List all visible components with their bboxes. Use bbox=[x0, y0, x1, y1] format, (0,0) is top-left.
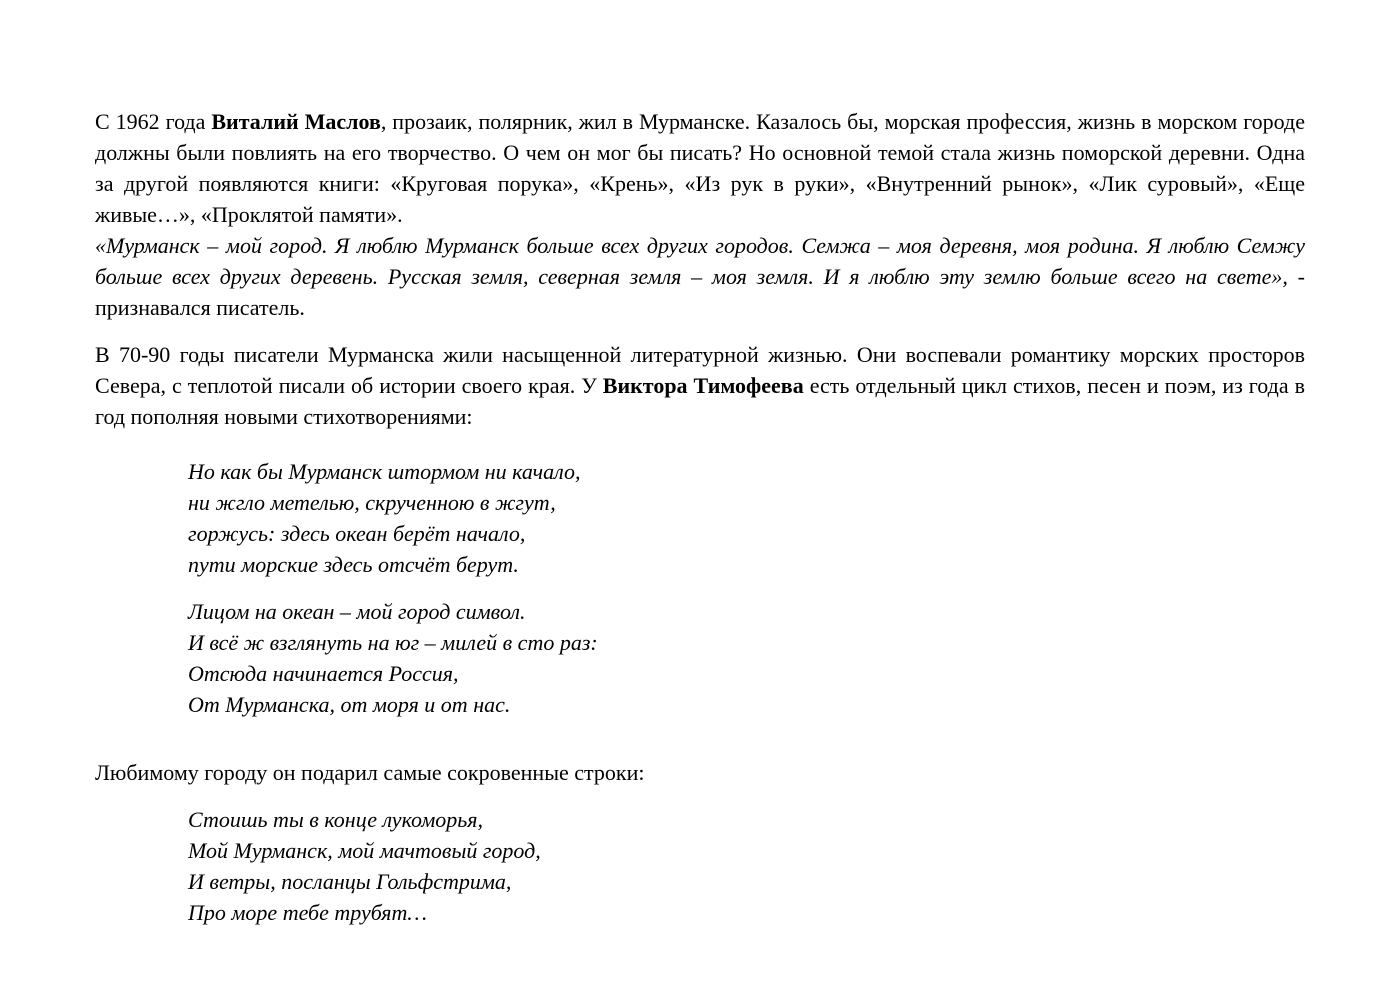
poem-line: Мой Мурманск, мой мачтовый город, bbox=[188, 838, 541, 863]
poem-line: горжусь: здесь океан берёт начало, bbox=[188, 521, 526, 546]
maslov-quote: «Мурманск – мой город. Я люблю Мурманск больше всех других городов. Семжа – моя деревня, моя родина. Я люблю Семжу больше всех других деревень. Русская земля, северная земля – моя земля. И я люблю эту землю больше всего на свете», bbox=[95, 233, 1305, 289]
poem-line: Лицом на океан – мой город символ. bbox=[188, 599, 526, 624]
poem-timofeev-stanza-2 bbox=[188, 596, 1305, 720]
paragraph-timofeev-body: есть отдельный цикл стихов, песен и поэм, из года в год пополняя новыми стихотворениями: bbox=[95, 373, 1306, 429]
author-name-timofeev: Виктора Тимофеева bbox=[602, 373, 804, 398]
author-name-maslov: Виталий Маслов bbox=[211, 109, 381, 134]
poem-line: И ветры, посланцы Гольфстрима, bbox=[188, 869, 512, 894]
document-page bbox=[95, 106, 1305, 928]
poem-line: И всё ж взглянуть на юг – милей в сто раз: bbox=[188, 630, 598, 655]
paragraph-intro-poem-2: Любимому городу он подарил самые сокровенные строки: bbox=[95, 760, 645, 785]
paragraph-timofeev bbox=[95, 339, 1305, 432]
paragraph-quote bbox=[95, 230, 1305, 323]
paragraph-maslov-body: , прозаик, полярник, жил в Мурманске. Казалось бы, морская профессия, жизнь в морском городе должны были повлиять на его творчество. О чем он мог бы писать? Но основной темой стала жизнь поморской деревни. Одна за другой появляются книги: «Круговая порука», «Крень», «Из рук в руки», «Внутренний рынок», «Лик суровый», «Еще живые…», «Проклятой памяти». bbox=[95, 109, 1305, 227]
poem-line: ни жгло метелью, скрученною в жгут, bbox=[188, 490, 556, 515]
poem-line: Отсюда начинается Россия, bbox=[188, 661, 459, 686]
poem-line: Стоишь ты в конце лукоморья, bbox=[188, 807, 483, 832]
poem-line: Но как бы Мурманск штормом ни качало, bbox=[188, 459, 581, 484]
quote-attribution: - признавался писатель. bbox=[95, 264, 1306, 320]
poem-line: Про море тебе трубят… bbox=[188, 900, 427, 925]
poem-timofeev-stanza-1 bbox=[188, 456, 1305, 580]
paragraph-maslov bbox=[95, 106, 1305, 230]
poem-line: пути морские здесь отсчёт берут. bbox=[188, 552, 519, 577]
poem-murmansk bbox=[188, 804, 1305, 928]
paragraph-timofeev-intro: В 70-90 годы писатели Мурманска жили насыщенной литературной жизнью. Они воспевали романтику морских просторов Севера, с теплотой писали об истории своего края. У bbox=[95, 342, 1305, 398]
paragraph-maslov-intro: С 1962 года bbox=[95, 109, 212, 134]
poem-line: От Мурманска, от моря и от нас. bbox=[188, 692, 511, 717]
